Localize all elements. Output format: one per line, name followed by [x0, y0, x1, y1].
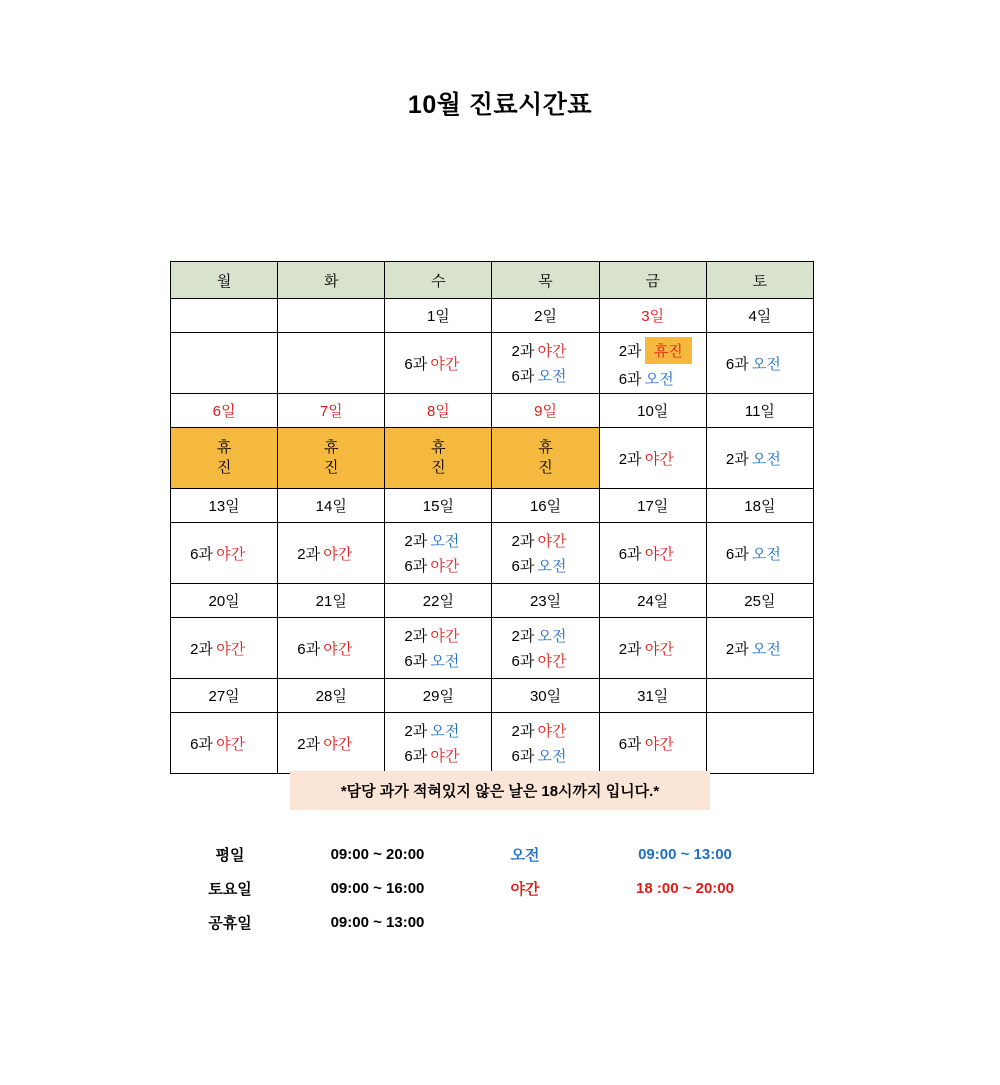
- legend-row: [170, 905, 830, 939]
- legend-row: [170, 837, 830, 871]
- weekday-header-1: 화: [278, 262, 385, 299]
- schedule-line: [600, 337, 706, 364]
- schedule-lines: [600, 713, 706, 773]
- dept-label: 2과: [511, 723, 535, 740]
- schedule-lines: [492, 333, 598, 393]
- schedule-line: [385, 625, 491, 646]
- dept-label: 2과: [725, 450, 749, 468]
- shift-label: 오전: [644, 371, 674, 388]
- dept-label: 2과: [511, 343, 535, 360]
- date-cell: 25일: [706, 584, 813, 618]
- shift-label: 야간: [430, 628, 460, 645]
- dept-label: 6과: [404, 558, 428, 575]
- schedule-lines: [385, 618, 491, 678]
- schedule-line: [278, 733, 384, 754]
- date-cell: 30일: [492, 679, 599, 713]
- holiday-cell: [171, 428, 278, 489]
- date-cell: 4일: [706, 299, 813, 333]
- legend-label: 공휴일: [208, 914, 252, 932]
- schedule-line: [492, 720, 598, 741]
- date-cell: 17일: [599, 489, 706, 523]
- slot-row: [171, 333, 814, 394]
- closed-badge-text: 휴진: [645, 337, 692, 364]
- legend-tag-pm: 야간: [510, 880, 540, 898]
- schedule-note: *담당 과가 적혀있지 않은 날은 18시까지 입니다.*: [290, 771, 710, 810]
- shift-label: 오전: [537, 558, 567, 575]
- schedule-line: [171, 638, 277, 659]
- date-cell: 16일: [492, 489, 599, 523]
- date-cell: 3일: [599, 299, 706, 333]
- dept-label: 6과: [404, 748, 428, 765]
- closed-badge: [645, 337, 703, 364]
- dept-label: 6과: [511, 368, 535, 385]
- date-cell: 8일: [385, 394, 492, 428]
- dept-label: 2과: [404, 533, 428, 550]
- schedule-cell: [706, 523, 813, 584]
- date-cell: 13일: [171, 489, 278, 523]
- schedule-line: [707, 543, 813, 564]
- schedule-lines: [707, 333, 813, 393]
- dept-label: 6과: [725, 545, 749, 563]
- schedule-cell: [385, 333, 492, 394]
- dept-label: 6과: [618, 545, 642, 563]
- date-cell: 29일: [385, 679, 492, 713]
- date-cell: 9일: [492, 394, 599, 428]
- legend-time: 09:00 ~ 13:00: [330, 913, 425, 931]
- schedule-lines: [600, 618, 706, 678]
- date-cell: 6일: [171, 394, 278, 428]
- dept-label: 2과: [297, 735, 321, 753]
- weekday-header-4: 금: [599, 262, 706, 299]
- holiday-cell: [385, 428, 492, 489]
- schedule-lines: [278, 618, 384, 678]
- schedule-lines: [492, 713, 598, 773]
- shift-label: 야간: [430, 355, 460, 373]
- schedule-cell: [706, 618, 813, 679]
- schedule-line: [492, 625, 598, 646]
- schedule-lines: [600, 333, 706, 393]
- dept-label: 2과: [511, 628, 535, 645]
- shift-label: 야간: [430, 748, 460, 765]
- schedule-line: [707, 353, 813, 374]
- schedule-line: [600, 733, 706, 754]
- shift-label: 오전: [537, 628, 567, 645]
- holiday-cell: [278, 428, 385, 489]
- date-cell: [171, 299, 278, 333]
- shift-label: 오전: [430, 723, 460, 740]
- schedule-line: [385, 530, 491, 551]
- slot-row: [171, 618, 814, 679]
- date-cell: 10일: [599, 394, 706, 428]
- date-cell: 14일: [278, 489, 385, 523]
- schedule-lines: [171, 523, 277, 583]
- holiday-text: 휴 진: [216, 438, 232, 476]
- shift-label: 야간: [323, 640, 353, 658]
- dept-label: 2과: [618, 343, 642, 360]
- schedule-cell: [706, 428, 813, 489]
- schedule-line: [600, 543, 706, 564]
- holiday-text: 휴 진: [323, 438, 339, 476]
- empty-cell: [171, 333, 278, 394]
- shift-label: 야간: [644, 640, 674, 658]
- dept-label: 2과: [297, 545, 321, 563]
- schedule-table: [170, 261, 814, 774]
- schedule-lines: [707, 523, 813, 583]
- schedule-lines: [385, 523, 491, 583]
- dept-label: 6과: [190, 545, 213, 563]
- date-row: [171, 489, 814, 523]
- schedule-cell: [278, 713, 385, 774]
- schedule-cell: [599, 713, 706, 774]
- date-cell: [278, 299, 385, 333]
- schedule-cell: [599, 618, 706, 679]
- schedule-cell: [171, 618, 278, 679]
- schedule-lines: [385, 333, 491, 393]
- dept-label: 6과: [511, 558, 535, 575]
- dept-label: 6과: [297, 640, 321, 658]
- empty-cell: [278, 333, 385, 394]
- date-row: [171, 679, 814, 713]
- schedule-line: [707, 448, 813, 469]
- date-cell: 2일: [492, 299, 599, 333]
- dept-label: 6과: [618, 735, 642, 753]
- schedule-lines: [600, 523, 706, 583]
- empty-cell: [706, 713, 813, 774]
- date-row: [171, 299, 814, 333]
- schedule-line: [278, 543, 384, 564]
- dept-label: 2과: [618, 640, 642, 658]
- schedule-lines: [600, 428, 706, 488]
- weekday-header-3: 목: [492, 262, 599, 299]
- date-cell: 11일: [706, 394, 813, 428]
- schedule-line: [278, 638, 384, 659]
- page-title: 10월 진료시간표: [407, 91, 593, 119]
- dept-label: 2과: [404, 723, 428, 740]
- schedule-cell: [278, 523, 385, 584]
- shift-label: 야간: [430, 558, 460, 575]
- legend-time: 09:00 ~ 16:00: [330, 879, 425, 897]
- schedule-cell: [385, 618, 492, 679]
- shift-label: 야간: [537, 653, 567, 670]
- shift-label: 오전: [751, 450, 781, 468]
- shift-label: 오전: [751, 355, 781, 373]
- schedule-line: [707, 638, 813, 659]
- legend-row: [170, 871, 830, 905]
- schedule-lines: [492, 618, 598, 678]
- schedule-lines: [707, 428, 813, 488]
- shift-label: 야간: [644, 450, 674, 468]
- date-cell: [706, 679, 813, 713]
- schedule-lines: [707, 618, 813, 678]
- schedule-cell: [278, 618, 385, 679]
- shift-label: 야간: [216, 545, 246, 563]
- schedule-cell: [171, 713, 278, 774]
- dept-label: 2과: [404, 628, 428, 645]
- slot-row: [171, 523, 814, 584]
- schedule-cell: [385, 713, 492, 774]
- schedule-line: [385, 745, 491, 766]
- dept-label: 2과: [618, 450, 642, 468]
- dept-label: 6과: [511, 748, 535, 765]
- shift-label: 야간: [537, 343, 567, 360]
- dept-label: 6과: [511, 653, 535, 670]
- legend-time: 09:00 ~ 20:00: [330, 845, 425, 863]
- shift-label: 야간: [323, 735, 353, 753]
- date-cell: 21일: [278, 584, 385, 618]
- shift-label: 오전: [537, 368, 567, 385]
- date-cell: 18일: [706, 489, 813, 523]
- schedule-line: [492, 530, 598, 551]
- shift-label: 야간: [644, 545, 674, 563]
- shift-label: 야간: [323, 545, 353, 563]
- holiday-text: 휴 진: [538, 438, 553, 476]
- date-cell: 1일: [385, 299, 492, 333]
- date-cell: 23일: [492, 584, 599, 618]
- dept-label: 6과: [618, 371, 642, 388]
- legend-tag-am: 오전: [510, 846, 540, 864]
- schedule-cell: [492, 618, 599, 679]
- dept-label: 6과: [404, 653, 428, 670]
- schedule-line: [492, 650, 598, 671]
- weekday-header-2: 수: [385, 262, 492, 299]
- dept-label: 2과: [190, 640, 213, 658]
- schedule-line: [171, 543, 277, 564]
- shift-label: 야간: [216, 735, 246, 753]
- date-cell: 31일: [599, 679, 706, 713]
- legend-label: 토요일: [208, 880, 252, 898]
- holiday-text: 휴 진: [431, 438, 446, 476]
- dept-label: 2과: [725, 640, 749, 658]
- shift-label: 오전: [537, 748, 567, 765]
- schedule-cell: [599, 333, 706, 394]
- dept-label: 6과: [190, 735, 213, 753]
- schedule-line: [385, 353, 491, 374]
- shift-label: 오전: [430, 653, 460, 670]
- date-cell: 20일: [171, 584, 278, 618]
- schedule-line: [385, 555, 491, 576]
- schedule-line: [492, 340, 598, 361]
- dept-label: 6과: [725, 355, 749, 373]
- shift-label: 야간: [216, 640, 246, 658]
- schedule-cell: [385, 523, 492, 584]
- schedule-lines: [278, 713, 384, 773]
- schedule-cell: [599, 428, 706, 489]
- shift-label: 오전: [751, 640, 781, 658]
- schedule-cell: [492, 523, 599, 584]
- date-cell: 28일: [278, 679, 385, 713]
- shift-label: 야간: [644, 735, 674, 753]
- legend-range-pm: 18 :00 ~ 20:00: [636, 879, 734, 897]
- schedule-line: [385, 720, 491, 741]
- schedule-lines: [492, 523, 598, 583]
- dept-label: 2과: [511, 533, 535, 550]
- legend-label: 평일: [215, 846, 245, 864]
- date-cell: 24일: [599, 584, 706, 618]
- schedule-cell: [706, 333, 813, 394]
- slot-row: [171, 428, 814, 489]
- holiday-cell: [492, 428, 599, 489]
- weekday-header-row: [171, 262, 814, 299]
- schedule-line: [600, 368, 706, 389]
- date-row: [171, 394, 814, 428]
- schedule-lines: [385, 713, 491, 773]
- shift-label: 야간: [537, 723, 567, 740]
- shift-label: 오전: [430, 533, 460, 550]
- weekday-header-5: 토: [706, 262, 813, 299]
- schedule-cell: [492, 713, 599, 774]
- schedule-lines: [171, 713, 277, 773]
- schedule-cell: [599, 523, 706, 584]
- date-row: [171, 584, 814, 618]
- legend: [170, 837, 830, 939]
- schedule-line: [171, 733, 277, 754]
- shift-label: 오전: [751, 545, 781, 563]
- schedule-line: [492, 745, 598, 766]
- schedule-cell: [171, 523, 278, 584]
- schedule-line: [600, 638, 706, 659]
- date-cell: 7일: [278, 394, 385, 428]
- schedule-line: [492, 555, 598, 576]
- calendar-container: [170, 261, 814, 774]
- date-cell: 27일: [171, 679, 278, 713]
- date-cell: 22일: [385, 584, 492, 618]
- shift-label: 야간: [537, 533, 567, 550]
- slot-row: [171, 713, 814, 774]
- schedule-cell: [492, 333, 599, 394]
- schedule-line: [385, 650, 491, 671]
- schedule-lines: [171, 618, 277, 678]
- dept-label: 6과: [404, 355, 428, 373]
- schedule-line: [492, 365, 598, 386]
- date-cell: 15일: [385, 489, 492, 523]
- schedule-line: [600, 448, 706, 469]
- weekday-header-0: 월: [171, 262, 278, 299]
- legend-range-am: 09:00 ~ 13:00: [638, 845, 732, 863]
- schedule-lines: [278, 523, 384, 583]
